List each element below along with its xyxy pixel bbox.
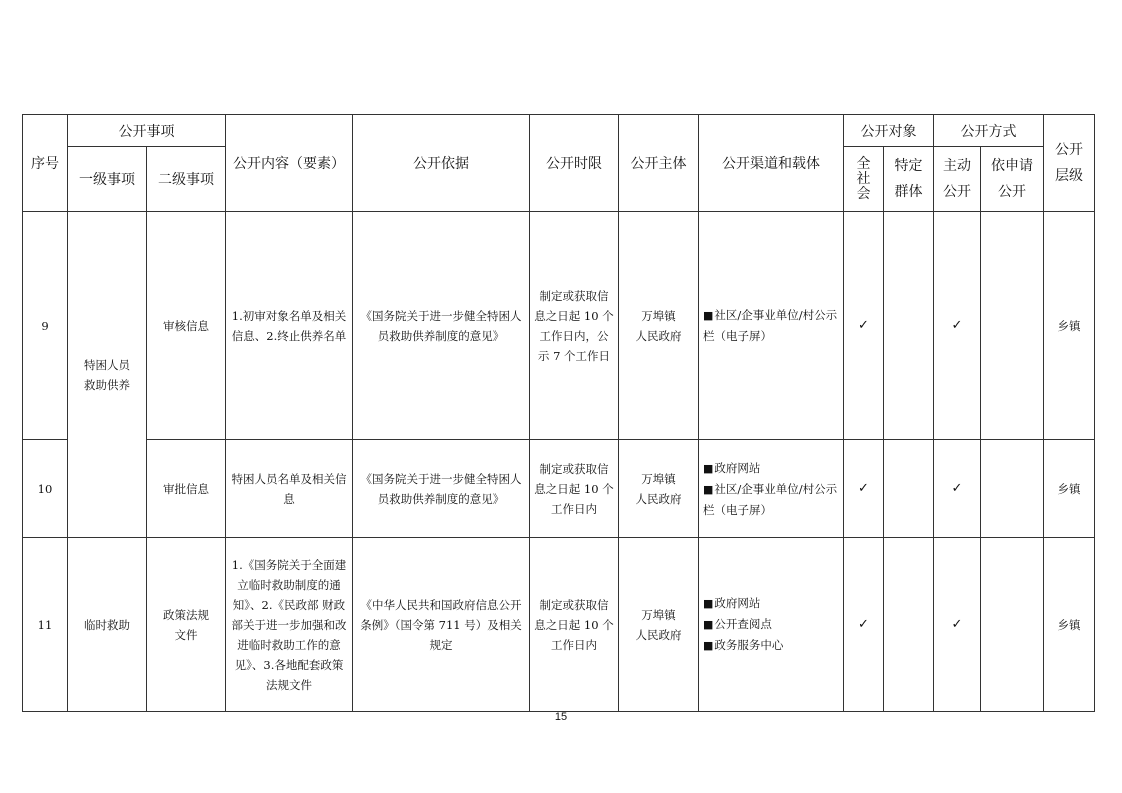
header-level1: 一级事项 <box>68 147 147 212</box>
row-level: 乡镇 <box>1044 538 1095 712</box>
row-content: 1.《国务院关于全面建立临时救助制度的通知》、2.《民政部 财政部关于进一步加强和改进临时救助工作的意见》、3.各地配套政策法规文件 <box>226 538 353 712</box>
row-basis: 《国务院关于进一步健全特困人员救助供养制度的意见》 <box>353 212 530 440</box>
table-row <box>23 440 1095 538</box>
header-seq: 序号 <box>23 115 68 212</box>
row-content: 1.初审对象名单及相关信息、2.终止供养名单 <box>226 212 353 440</box>
row-level1: 特困人员 救助供养 <box>68 212 147 538</box>
header-basis: 公开依据 <box>353 115 530 212</box>
channel-item: ■ 政府网站 <box>703 458 839 479</box>
row-audience-specific <box>884 538 934 712</box>
row-seq: 10 <box>23 440 68 538</box>
page-number: 15 <box>554 711 568 723</box>
check-mark-audience-all: ✓ <box>844 538 884 712</box>
header-channels: 公开渠道和载体 <box>699 115 844 212</box>
row-subject: 万埠镇 人民政府 <box>619 538 699 712</box>
header-audience-group: 公开对象 <box>844 115 934 147</box>
header-method-group: 公开方式 <box>934 115 1044 147</box>
check-mark-method-active: ✓ <box>934 212 981 440</box>
channel-item: ■ 公开查阅点 <box>703 614 839 635</box>
row-audience-specific <box>884 440 934 538</box>
row-subject: 万埠镇 人民政府 <box>619 212 699 440</box>
header-items-group: 公开事项 <box>68 115 226 147</box>
row-method-request <box>981 538 1044 712</box>
check-mark-audience-all: ✓ <box>844 440 884 538</box>
header-time-limit: 公开时限 <box>530 115 619 212</box>
row-level: 乡镇 <box>1044 212 1095 440</box>
channel-item: ■ 政务服务中心 <box>703 635 839 656</box>
check-mark-audience-all: ✓ <box>844 212 884 440</box>
row-audience-specific <box>884 212 934 440</box>
table-row <box>23 538 1095 712</box>
header-level2: 二级事项 <box>147 147 226 212</box>
row-time-limit: 制定或获取信息之日起 10 个工作日内 <box>530 538 619 712</box>
channel-item: ■ 社区/企事业单位/村公示栏（电子屏） <box>703 479 839 520</box>
row-channels <box>699 440 844 538</box>
row-method-request <box>981 212 1044 440</box>
header-method-active: 主动 公开 <box>934 147 981 212</box>
header-audience-specific: 特定 群体 <box>884 147 934 212</box>
row-basis: 《中华人民共和国政府信息公开条例》（国令第 711 号）及相关规定 <box>353 538 530 712</box>
row-level2: 政策法规 文件 <box>147 538 226 712</box>
check-mark-method-active: ✓ <box>934 440 981 538</box>
channel-item: ■ 社区/企事业单位/村公示栏（电子屏） <box>703 305 839 346</box>
channel-item: ■ 政府网站 <box>703 593 839 614</box>
row-level2: 审批信息 <box>147 440 226 538</box>
row-basis: 《国务院关于进一步健全特困人员救助供养制度的意见》 <box>353 440 530 538</box>
header-level: 公开 层级 <box>1044 115 1095 212</box>
row-seq: 11 <box>23 538 68 712</box>
row-channels <box>699 538 844 712</box>
row-subject: 万埠镇 人民政府 <box>619 440 699 538</box>
row-level: 乡镇 <box>1044 440 1095 538</box>
row-time-limit: 制定或获取信息之日起 10 个工作日内，公示 7 个工作日 <box>530 212 619 440</box>
disclosure-table <box>22 114 1095 712</box>
row-level1: 临时救助 <box>68 538 147 712</box>
row-level2: 审核信息 <box>147 212 226 440</box>
header-content: 公开内容（要素） <box>226 115 353 212</box>
row-content: 特困人员名单及相关信息 <box>226 440 353 538</box>
row-seq: 9 <box>23 212 68 440</box>
row-method-request <box>981 440 1044 538</box>
table-row <box>23 212 1095 440</box>
header-method-request: 依申请 公开 <box>981 147 1044 212</box>
row-channels <box>699 212 844 440</box>
header-audience-all: 全 社 会 <box>844 147 884 212</box>
row-time-limit: 制定或获取信息之日起 10 个工作日内 <box>530 440 619 538</box>
header-subject: 公开主体 <box>619 115 699 212</box>
check-mark-method-active: ✓ <box>934 538 981 712</box>
